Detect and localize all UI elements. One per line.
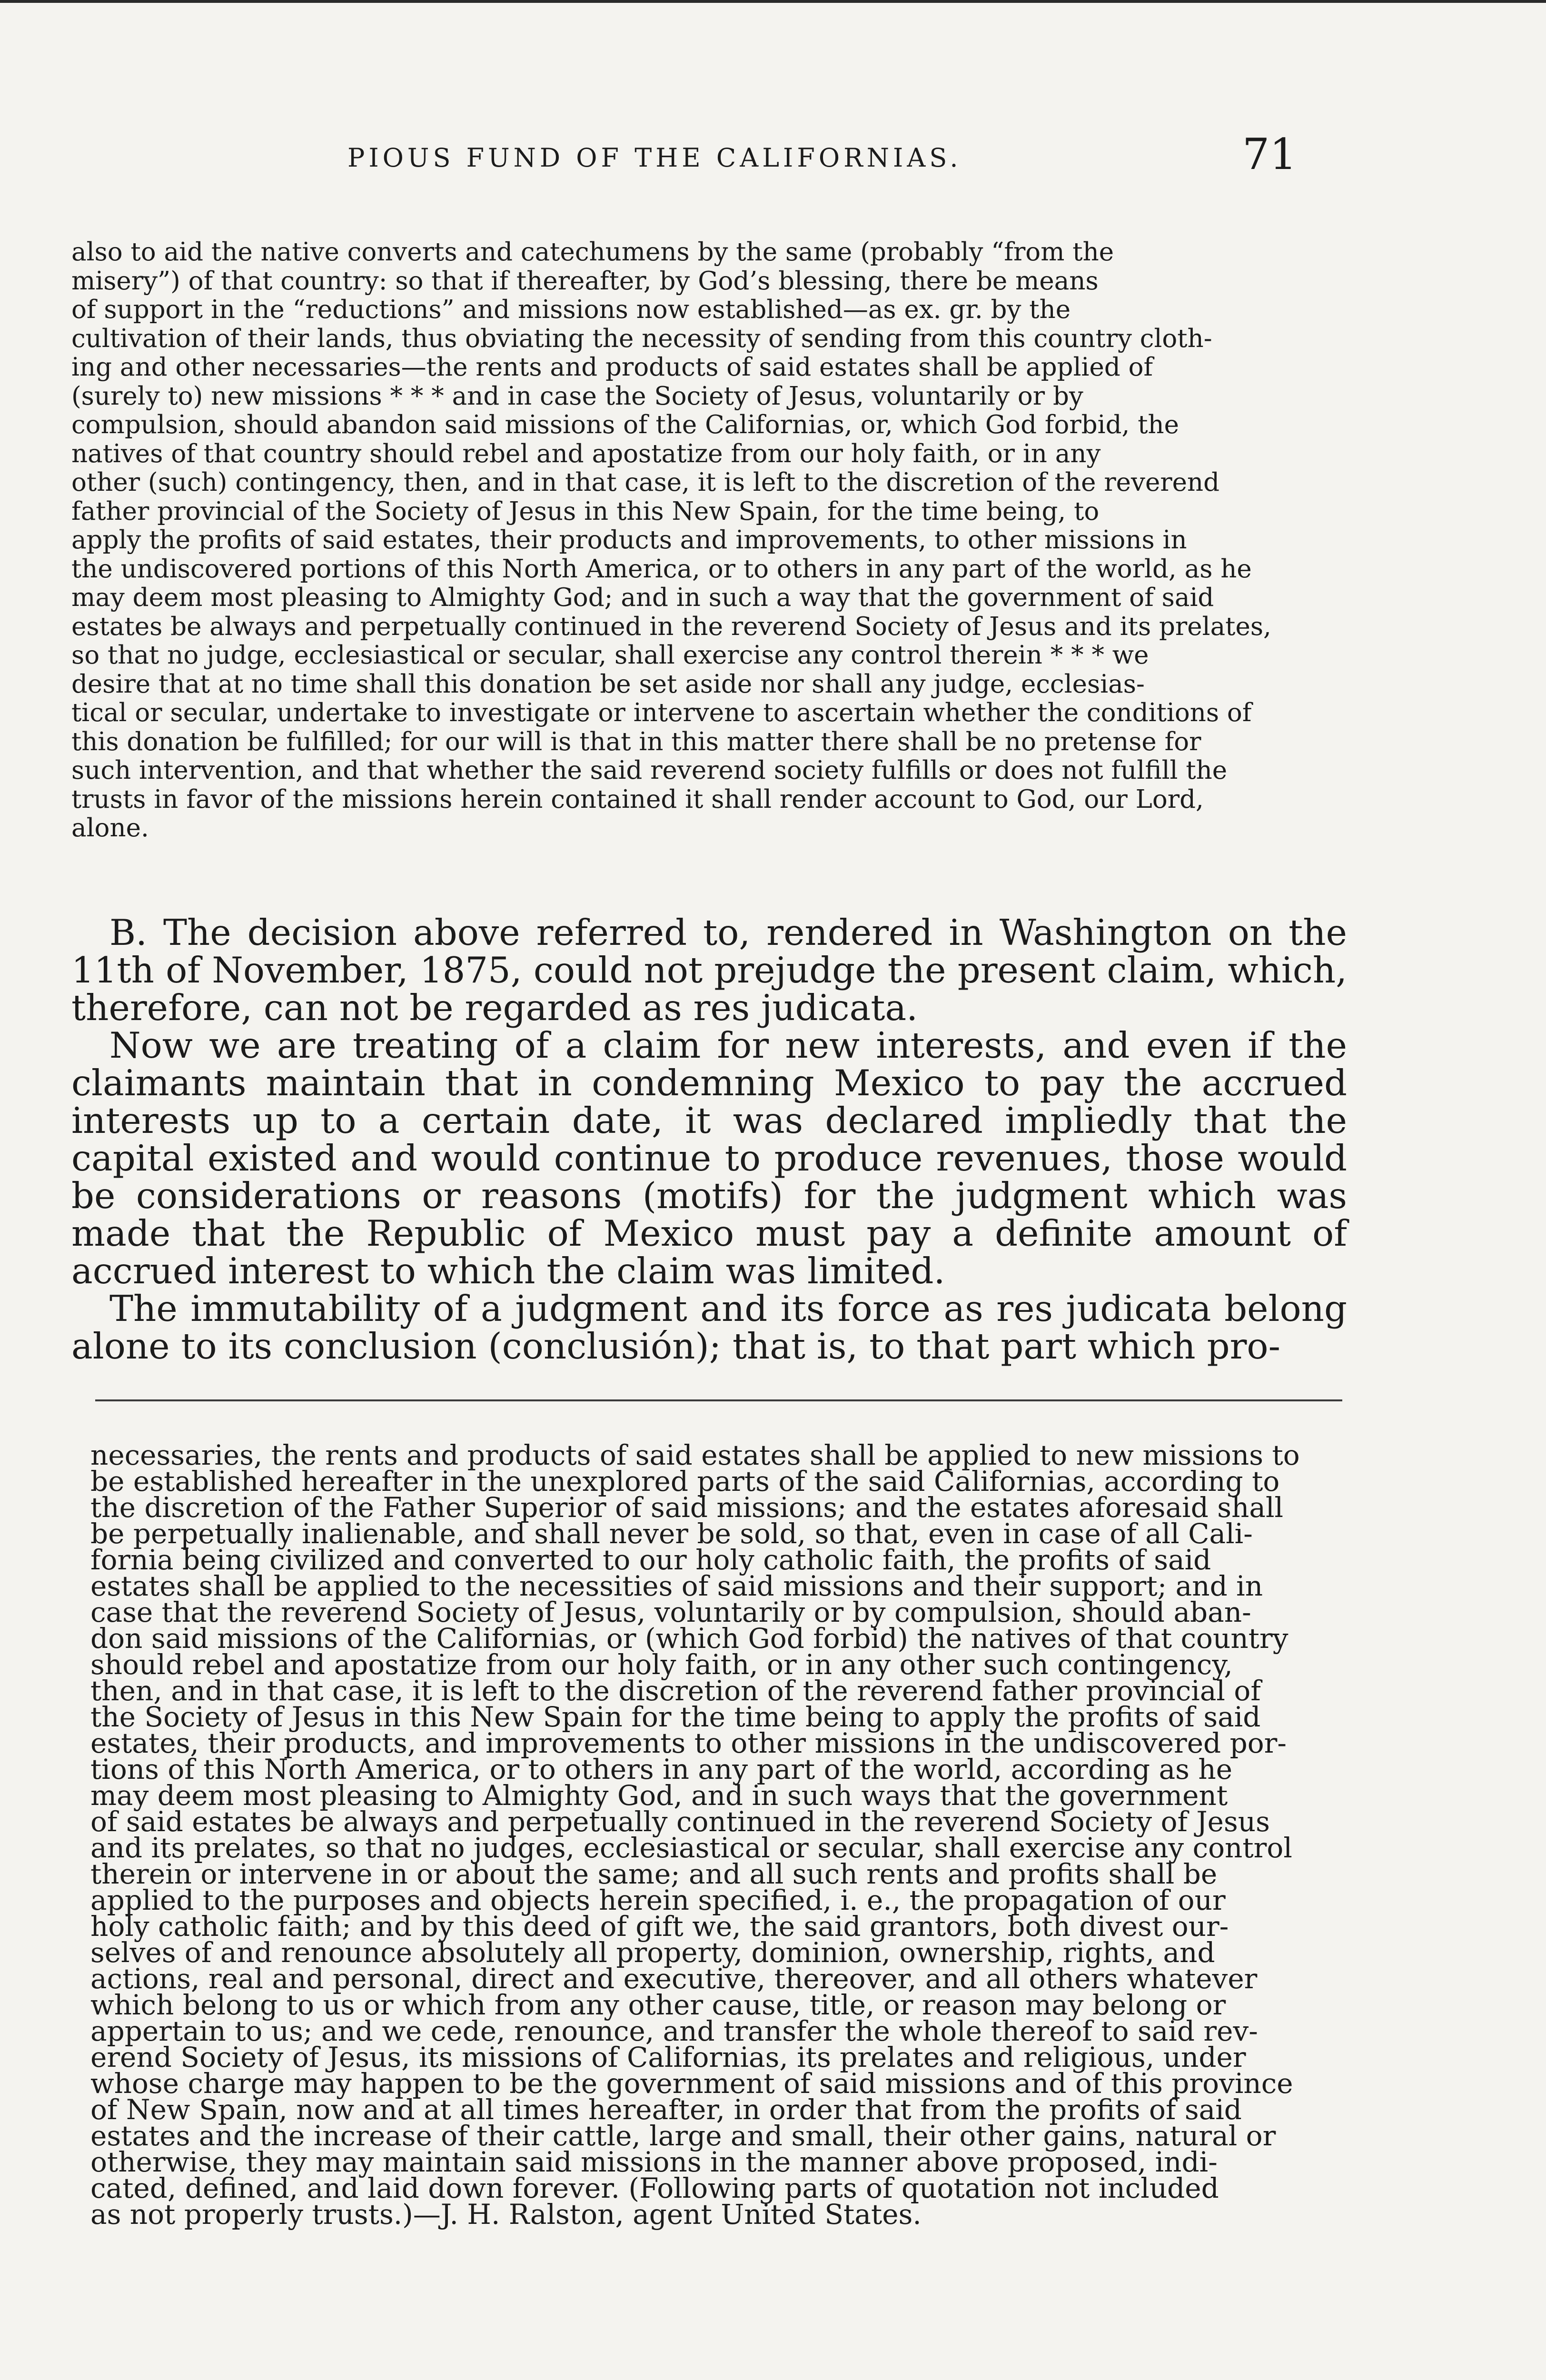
page-number: 71	[1242, 129, 1297, 179]
footnote-line: the Society of Jesus in this New Spain for the time being to apply the profits of said	[90, 1701, 1261, 1733]
footnote-line: be perpetually inalienable, and shall never be sold, so that, even in case of all Cali-	[90, 1517, 1253, 1550]
footnote-line: erend Society of Jesus, its missions of Californias, its prelates and religious, under	[90, 2041, 1246, 2073]
footnote-line: otherwise, they may maintain said missions in the manner above proposed, indi-	[90, 2146, 1218, 2178]
footnote-line: applied to the purposes and objects herein specified, i. e., the propagation of our	[90, 1884, 1226, 1916]
paragraph-new-interests: Now we are treating of a claim for new interests, and even if the claimants maintain that in condemning Mexico to pay the accrued interests up to a certain date, it was declared impliedly that the capital existed and would continue to produce revenues, those would be considerations or reasons (motifs) for the judgment which was made that the Republic of Mexico must pay a definite amount of accrued interest to which the claim was limited.	[71, 1024, 1347, 1292]
quote-line: alone.	[71, 813, 149, 843]
top-border-rule	[0, 0, 1546, 3]
footnote-line: which belong to us or which from any other cause, title, or reason may belong or	[90, 1989, 1226, 2021]
quote-line: ing and other necessaries—the rents and products of said estates shall be applied of	[71, 353, 1153, 382]
quote-line: desire that at no time shall this donation be set aside nor shall any judge, ecclesias-	[71, 669, 1145, 699]
footnote-line: estates shall be applied to the necessities of said missions and their support; and in	[90, 1570, 1263, 1602]
footnote-line: and its prelates, so that no judges, ecclesiastical or secular, shall exercise any control	[90, 1832, 1292, 1864]
quote-line: of support in the “reductions” and missions now established—as ex. gr. by the	[71, 295, 1071, 324]
quote-line: estates be always and perpetually continued in the reverend Society of Jesus and its prelates,	[71, 612, 1271, 641]
footnote-line: should rebel and apostatize from our holy faith, or in any other such contingency,	[90, 1648, 1233, 1681]
footnote-line: whose charge may happen to be the government of said missions and of this province	[90, 2067, 1293, 2100]
footnote-line: as not properly trusts.)—J. H. Ralston, agent United States.	[90, 2198, 922, 2231]
quote-line: also to aid the native converts and catechumens by the same (probably “from the	[71, 238, 1114, 267]
quote-line: trusts in favor of the missions herein contained it shall render account to God, our Lord,	[71, 784, 1204, 814]
footnote-line: the discretion of the Father Superior of said missions; and the estates aforesaid shall	[90, 1491, 1284, 1524]
footnote-line: fornia being civilized and converted to our holy catholic faith, the profits of said	[90, 1544, 1211, 1576]
quote-line: so that no judge, ecclesiastical or secular, shall exercise any control therein * * * we	[71, 641, 1149, 670]
main-text	[71, 914, 1347, 1365]
footnote-line: holy catholic faith; and by this deed of gift we, the said grantors, both divest our-	[90, 1910, 1229, 1943]
running-title: PIOUS FUND OF THE CALIFORNIAS.	[347, 143, 962, 173]
quote-line: compulsion, should abandon said missions of the Californias, or, which God forbid, the	[71, 410, 1179, 439]
quote-line: father provincial of the Society of Jesus in this New Spain, for the time being, to	[71, 496, 1100, 526]
footnote-line: may deem most pleasing to Almighty God, and in such ways that the government	[90, 1779, 1228, 1812]
paragraph-decision: B. The decision above referred to, rendered in Washington on the 11th of November, 1875, could not prejudge the present claim, which, therefore, can not be regarded as res judicata.	[71, 912, 1347, 1029]
quote-line: cultivation of their lands, thus obviating the necessity of sending from this country cloth-	[71, 324, 1212, 353]
footnote-line: of New Spain, now and at all times hereafter, in order that from the profits of said	[90, 2093, 1242, 2126]
quote-line: the undiscovered portions of this North America, or to others in any part of the world, as he	[71, 554, 1252, 584]
quote-line: other (such) contingency, then, and in that case, it is left to the discretion of the reverend	[71, 468, 1220, 497]
footnote-rule	[95, 1399, 1342, 1401]
quote-line: misery”) of that country: so that if thereafter, by God’s blessing, there be means	[71, 266, 1099, 296]
footnote-line: tions of this North America, or to others in any part of the world, according as he	[90, 1753, 1233, 1785]
quote-line: such intervention, and that whether the said reverend society fulfills or does not fulfill the	[71, 756, 1228, 785]
footnote-line: actions, real and personal, direct and executive, thereover, and all others whatever	[90, 1963, 1258, 1995]
footnote-line: case that the reverend Society of Jesus, voluntarily or by compulsion, should aban-	[90, 1596, 1251, 1628]
quote-line: may deem most pleasing to Almighty God; and in such a way that the government of said	[71, 583, 1214, 612]
quoted-extract	[71, 238, 1347, 843]
footnote-line: of said estates be always and perpetually continued in the reverend Society of Jesus	[90, 1805, 1270, 1838]
quote-line: apply the profits of said estates, their products and improvements, to other missions in	[71, 526, 1187, 555]
quote-line: this donation be fulfilled; for our will is that in this matter there shall be no pretense for	[71, 727, 1201, 756]
footnote-line: cated, defined, and laid down forever. (Following parts of quotation not included	[90, 2172, 1219, 2204]
footnote-line: don said missions of the Californias, or (which God forbid) the natives of that country	[90, 1622, 1288, 1655]
footnote-line: selves of and renounce absolutely all property, dominion, ownership, rights, and	[90, 1936, 1215, 1969]
footnote-line: be established hereafter in the unexplored parts of the said Californias, according to	[90, 1465, 1280, 1497]
footnote-line: therein or intervene in or about the same; and all such rents and profits shall be	[90, 1858, 1218, 1890]
quote-line: (surely to) new missions * * * and in case the Society of Jesus, voluntarily or by	[71, 381, 1083, 411]
footnote-line: then, and in that case, it is left to the discretion of the reverend father provincial of	[90, 1675, 1261, 1707]
footnote-line: estates, their products, and improvements to other missions in the undiscovered por-	[90, 1727, 1287, 1759]
quote-line: tical or secular, undertake to investigate or intervene to ascertain whether the conditions of	[71, 698, 1252, 727]
footnote-text	[90, 1439, 1347, 2231]
footnote-line: estates and the increase of their cattle, large and small, their other gains, natural or	[90, 2120, 1276, 2152]
footnote-line: appertain to us; and we cede, renounce, and transfer the whole thereof to said rev-	[90, 2015, 1258, 2047]
quote-line: natives of that country should rebel and apostatize from our holy faith, or in any	[71, 439, 1101, 468]
footnote-line: necessaries, the rents and products of said estates shall be applied to new missions to	[90, 1439, 1300, 1471]
paragraph-immutability: The immutability of a judgment and its force as res judicata belong alone to its conclusion (conclusión); that is, to that part which pro-	[71, 1288, 1347, 1367]
